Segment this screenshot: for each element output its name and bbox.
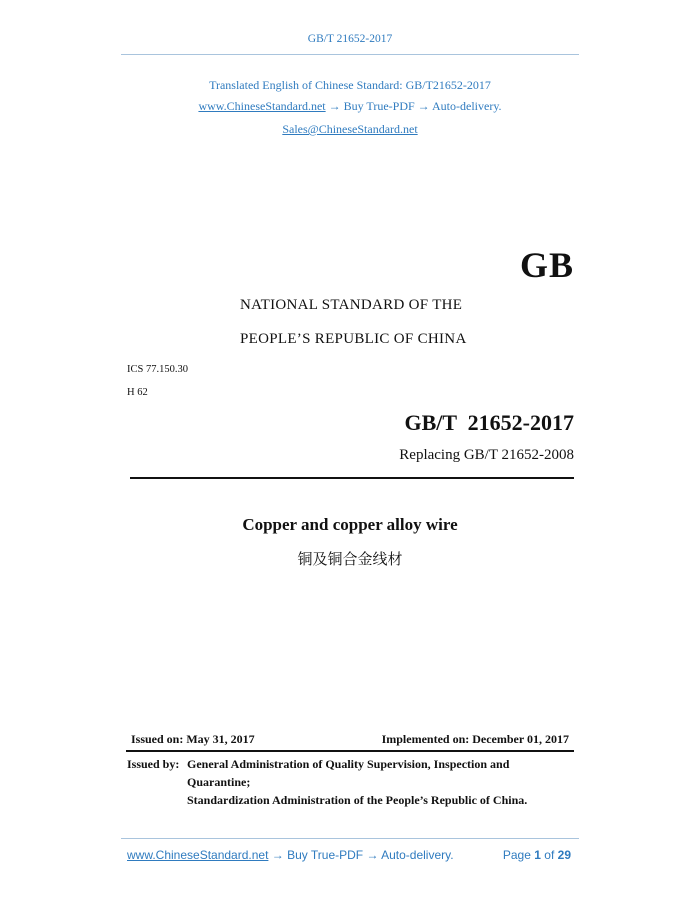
issued-on-date: Issued on: May 31, 2017 xyxy=(131,732,255,746)
replacing-note: Replacing GB/T 21652-2008 xyxy=(399,447,574,463)
national-standard-line-1: NATIONAL STANDARD OF THE xyxy=(240,297,463,313)
of-label: of xyxy=(544,848,555,862)
implemented-on-date: Implemented on: December 01, 2017 xyxy=(381,732,569,746)
issuer-1-line-b: Quarantine; xyxy=(187,775,251,789)
page-label: Page xyxy=(502,848,531,862)
ics-code: ICS 77.150.30 xyxy=(127,364,188,375)
title-chinese: 铜及铜合金线材 xyxy=(297,550,403,568)
buy-line xyxy=(0,99,700,114)
footer-buy-text: → Buy True-PDF → Auto-delivery. xyxy=(268,848,454,862)
site-link[interactable]: www.ChineseStandard.net xyxy=(198,99,326,113)
sales-email-link[interactable]: Sales@ChineseStandard.net xyxy=(282,122,418,136)
footer-site-link[interactable]: www.ChineseStandard.net xyxy=(127,848,269,862)
header-divider xyxy=(121,54,579,55)
standard-code: GB/T 21652-2017 xyxy=(404,410,574,435)
page-indicator xyxy=(503,848,571,862)
issued-by-label: Issued by: xyxy=(127,757,180,771)
page-number: 1 xyxy=(534,848,541,862)
title-english: Copper and copper alloy wire xyxy=(242,515,458,534)
national-standard-line-2: PEOPLE’S REPUBLIC OF CHINA xyxy=(240,331,467,347)
footer-divider xyxy=(121,838,579,839)
translated-line: Translated English of Chinese Standard: GB/T21652-2017 xyxy=(209,78,491,92)
sales-line xyxy=(0,122,700,137)
classification-code: H 62 xyxy=(127,387,148,398)
cover-divider xyxy=(130,477,574,479)
issuer-1-line-a: General Administration of Quality Supervision, Inspection and xyxy=(187,757,510,771)
issuer-2: Standardization Administration of the People’s Republic of China. xyxy=(187,793,528,807)
footer-links xyxy=(127,848,454,862)
gb-mark: GB xyxy=(519,245,574,285)
buy-text: → Buy True-PDF → Auto-delivery. xyxy=(325,99,502,113)
page-total: 29 xyxy=(557,848,571,862)
issue-divider xyxy=(126,750,574,752)
header-standard-code: GB/T 21652-2017 xyxy=(307,33,393,45)
